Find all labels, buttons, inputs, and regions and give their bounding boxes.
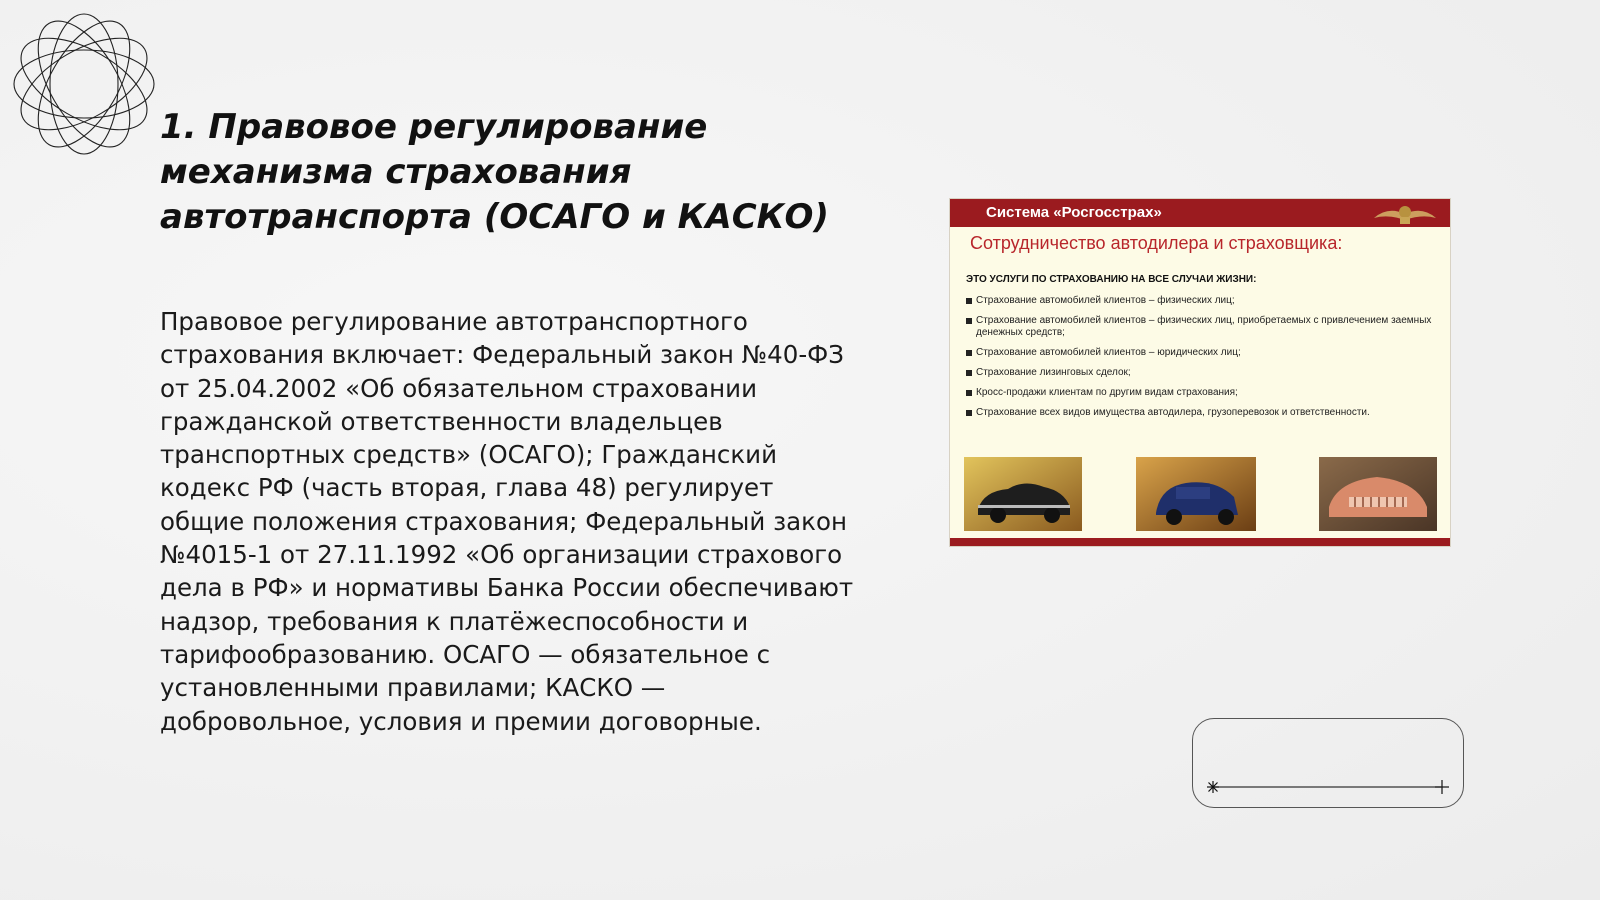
list-item: Страхование автомобилей клиентов – физических лиц, приобретаемых с привлечением заемных денежных средств; bbox=[966, 315, 1436, 339]
list-item: Страхование лизинговых сделок; bbox=[966, 367, 1436, 379]
list-item: Страхование всех видов имущества автодилера, грузоперевозок и ответственности. bbox=[966, 407, 1436, 419]
list-item: Кросс-продажи клиентам по другим видам страхования; bbox=[966, 387, 1436, 399]
decorative-line bbox=[1205, 780, 1453, 794]
car-photo-1 bbox=[964, 457, 1082, 531]
inset-heading: Сотрудничество автодилера и страховщика: bbox=[970, 233, 1343, 253]
list-item: Страхование автомобилей клиентов – юридических лиц; bbox=[966, 347, 1436, 359]
slide-body-text: Правовое регулирование автотранспортного страхования включает: Федеральный закон №40-ФЗ от 25.04.2002 «Об обязательном страховании гражданской ответственности владельцев транспортных средств» (ОСАГО); Гражданский кодекс РФ (часть вторая, глава 48) регулирует общие положения страхования; Федеральный закон №4015-1 от 27.11.1992 «Об организации страхового дела в РФ» и нормативы Банка России обеспечивают надзор, требования к платёжеспособности и тарифообразованию. ОСАГО — обязательное с установленными правилами; КАСКО — добровольное, условия и премии договорные. bbox=[160, 307, 854, 736]
slide-title: 1. Правовое регулирование механизма страхования автотранспорта (ОСАГО и КАСКО) bbox=[160, 107, 829, 237]
eagle-emblem-icon bbox=[1372, 202, 1438, 226]
inset-brand: Система «Росгосстрах» bbox=[986, 204, 1162, 221]
decorative-pill-frame bbox=[1192, 718, 1464, 808]
rings-ornament-icon bbox=[10, 10, 158, 158]
car-photo-2 bbox=[1136, 457, 1256, 531]
list-item: Страхование автомобилей клиентов – физических лиц; bbox=[966, 295, 1436, 307]
inset-services-list bbox=[966, 295, 1436, 427]
crosshair-icon bbox=[1435, 780, 1449, 794]
rosgosstrakh-slide-image bbox=[950, 199, 1450, 546]
inset-footer-bar bbox=[950, 538, 1450, 546]
starburst-icon bbox=[1207, 781, 1219, 793]
car-photo-3 bbox=[1319, 457, 1437, 531]
inset-subheading: ЭТО УСЛУГИ ПО СТРАХОВАНИЮ НА ВСЕ СЛУЧАИ ЖИЗНИ: bbox=[966, 274, 1257, 285]
inset-header-bar bbox=[950, 199, 1450, 227]
